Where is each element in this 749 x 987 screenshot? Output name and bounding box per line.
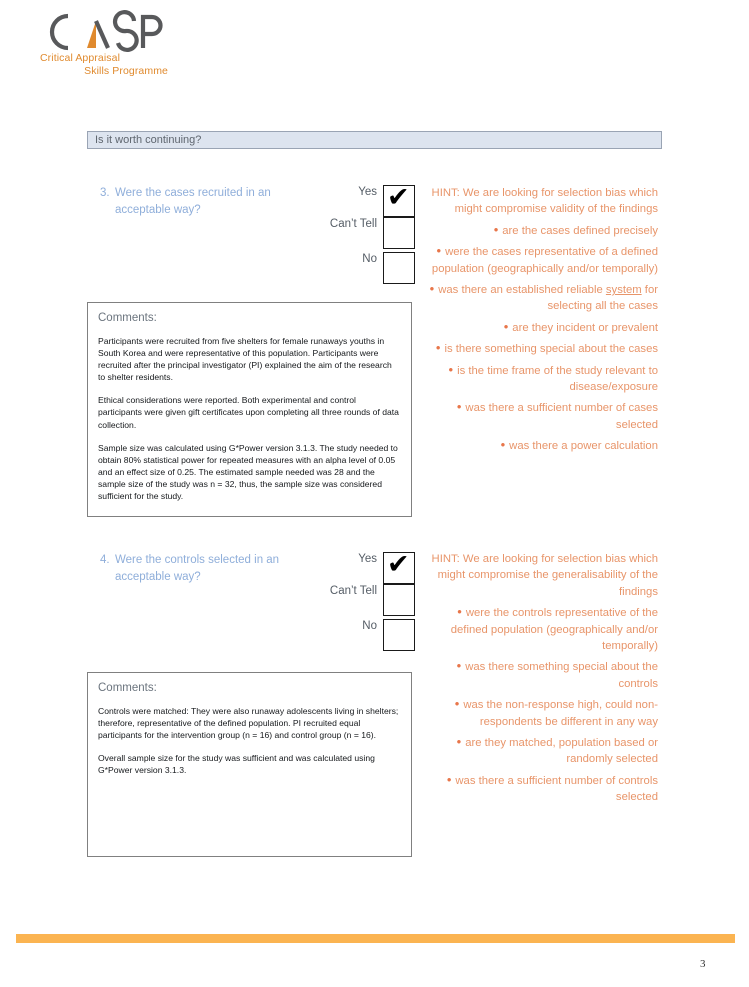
comments-paragraph: Controls were matched: They were also runaway adolescents living in shelters; therefore, representative of the defined population. PI recruited equal participants for the intervention group (n = 16) and control group (n = 16). <box>98 706 399 741</box>
hint-bullet-text: are the cases defined precisely <box>502 224 658 237</box>
answer-label-cant-tell: Can’t Tell <box>329 585 377 597</box>
checkbox-yes[interactable] <box>383 182 415 217</box>
bullet-icon: • <box>454 696 460 712</box>
bullet-icon: • <box>435 340 441 356</box>
checkbox-cant-tell[interactable] <box>383 217 415 249</box>
check-icon: ✔ <box>387 182 410 213</box>
hint-bullet <box>420 604 658 654</box>
casp-tagline-line2: Skills Programme <box>84 65 168 77</box>
question-3-answer-yes[interactable] <box>299 182 415 217</box>
hint-bullet-text: was the non-response high, could non-respondents be different in any way <box>463 699 658 728</box>
hint-bullet-text: was there a sufficient number of controls selected <box>455 774 658 804</box>
bullet-icon: • <box>456 399 462 415</box>
hint-bullet <box>420 281 658 315</box>
hint-bullet-text: are they matched, population based or randomly selected <box>465 737 658 766</box>
hint-bullet <box>420 658 658 692</box>
checkbox-yes[interactable] <box>383 549 415 584</box>
question-4-answer-yes[interactable] <box>299 549 415 584</box>
answer-label-no: No <box>362 620 377 632</box>
hint-bullet <box>420 362 658 396</box>
hint-bullet-text: was there a sufficient number of cases selected <box>465 402 658 431</box>
checkbox-no[interactable] <box>383 619 415 651</box>
bullet-icon: • <box>493 221 499 237</box>
answer-label-yes: Yes <box>358 553 377 565</box>
comments-paragraph: Sample size was calculated using G*Power version 3.1.3. The study needed to obtain 80% statistical power for repeated measures with an alpha level of 0.05 and an effect size of 0.25. The estimated sample needed was 28 and the sample size of the study was n = 32, thus, the sample size was considered sufficient for the study. <box>98 442 398 502</box>
casp-logo <box>38 10 228 82</box>
bullet-icon: • <box>500 437 506 453</box>
question-4-number: 4. <box>100 554 110 566</box>
hint-bullets-4 <box>420 604 658 805</box>
hint-bullet <box>420 222 658 239</box>
hint-bullet-text: is the time frame of the study relevant to disease/exposure <box>457 364 658 394</box>
hint-bullet-text: are they incident or prevalent <box>512 321 658 334</box>
comments-box-3[interactable] <box>87 302 412 517</box>
section-header-bar <box>87 131 662 149</box>
question-3-number: 3. <box>100 187 110 199</box>
casp-tagline-line1: Critical Appraisal <box>40 52 120 64</box>
hint-bullets-3 <box>420 222 658 455</box>
answer-label-yes: Yes <box>358 186 377 198</box>
answer-label-no: No <box>362 253 377 265</box>
footer-orange-bar <box>16 934 735 943</box>
hint-bullet-text: was there something special about the controls <box>465 661 658 690</box>
question-3-answer-cant-tell[interactable] <box>299 217 415 249</box>
hint-bullet <box>420 243 658 277</box>
page-number: 3 <box>700 958 706 970</box>
check-icon: ✔ <box>387 549 410 580</box>
question-3-text <box>100 185 320 218</box>
comments-paragraph: Overall sample size for the study was sufficient and was calculated using G*Power version 3.1.3. <box>98 753 375 776</box>
casp-logo-icon <box>38 10 163 54</box>
checkbox-cant-tell[interactable] <box>383 584 415 616</box>
hint-bullet <box>420 772 658 806</box>
hint-bullet <box>420 399 658 433</box>
question-4-answer-no[interactable] <box>299 619 415 651</box>
bullet-icon: • <box>429 281 435 297</box>
bullet-icon: • <box>456 658 462 674</box>
question-3-hint <box>420 185 658 455</box>
hint-bullet <box>420 437 658 454</box>
hint-bullet <box>420 734 658 768</box>
hint-bullet <box>420 696 658 730</box>
hint-bullet-text: were the cases representative of a defined population (geographically and/or temporally) <box>431 246 658 275</box>
bullet-icon: • <box>436 243 442 259</box>
casp-wordmark <box>38 10 163 54</box>
hint-lead-4: HINT: We are looking for selection bias which might compromise the generalisability of the findings <box>431 553 658 598</box>
comments-header-4: Comments: <box>98 682 157 694</box>
bullet-icon: • <box>503 318 509 334</box>
casp-tagline <box>38 52 168 78</box>
question-4-answer-cant-tell[interactable] <box>299 584 415 616</box>
hint-bullet-text: was there an established reliable system for selecting all the cases <box>438 284 658 313</box>
question-4-text <box>100 552 320 585</box>
hint-bullet-text: were the controls representative of the defined population (geographically and/or temporally) <box>450 607 658 653</box>
question-4-hint <box>420 551 658 806</box>
answer-label-cant-tell: Can’t Tell <box>329 218 377 230</box>
question-4-label: Were the controls selected in an acceptable way? <box>115 554 280 583</box>
hint-lead-3: HINT: We are looking for selection bias which might compromise validity of the findings <box>431 187 658 216</box>
comments-header-3: Comments: <box>98 312 157 324</box>
question-3-answer-no[interactable] <box>299 252 415 284</box>
hint-bullet-text: is there something special about the cases <box>444 343 658 356</box>
comments-paragraph: Ethical considerations were reported. Both experimental and control participants were given gift certificates upon completing all three rounds of data collection. <box>98 395 399 430</box>
comments-paragraph: Participants were recruited from five shelters for female runaways youths in South Korea and were representative of this population. Participants were recruited after the principal investigator (PI) explained the aim of the research to shelter residents. <box>98 336 392 383</box>
question-3-label: Were the cases recruited in an acceptable way? <box>115 187 271 216</box>
hint-bullet <box>420 340 658 357</box>
bullet-icon: • <box>457 604 462 620</box>
comments-box-4[interactable] <box>87 672 412 857</box>
hint-bullet <box>420 319 658 336</box>
bullet-icon: • <box>448 361 454 377</box>
checkbox-no[interactable] <box>383 252 415 284</box>
hint-bullet-text: was there a power calculation <box>509 440 658 453</box>
bullet-icon: • <box>446 771 452 787</box>
section-header-title: Is it worth continuing? <box>95 134 202 146</box>
bullet-icon: • <box>456 734 462 750</box>
